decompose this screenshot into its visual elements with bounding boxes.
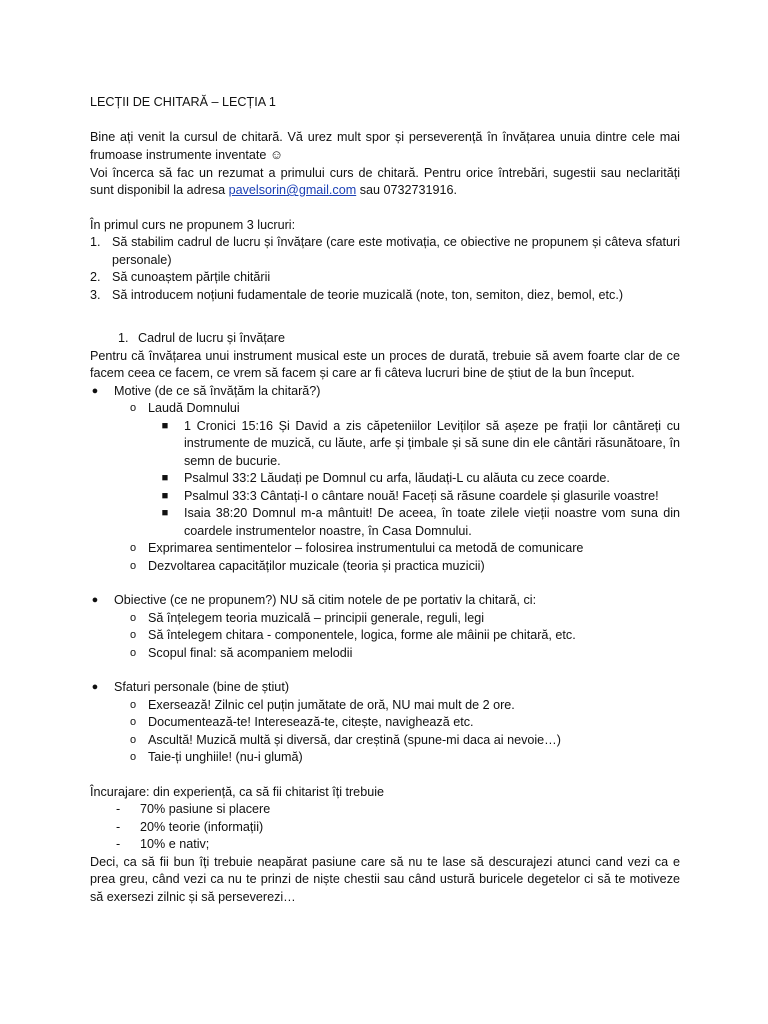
sfaturi-item: ● Sfaturi personale (bine de știut) xyxy=(90,679,680,697)
hollow-bullet-icon: o xyxy=(129,402,137,414)
section-1-heading: 1. Cadrul de lucru și învățare xyxy=(118,331,285,345)
hollow-bullet-icon: o xyxy=(129,716,137,728)
goals-heading: În primul curs ne propunem 3 lucruri: xyxy=(90,217,296,232)
obiective-sub-item: o Să întelegem chitara - componentele, logica, forme ale mâinii pe chitară, etc. xyxy=(90,627,680,645)
bullet-icon: ● xyxy=(91,384,99,397)
hollow-bullet-icon: o xyxy=(129,611,137,624)
hollow-bullet-icon: o xyxy=(129,698,137,711)
verse-item: ■ Psalmul 33:2 Lăudați pe Domnul cu arfa, lăudați-L cu alăuta cu zece coarde. xyxy=(90,470,680,488)
obiective-list xyxy=(90,592,680,662)
goal-item: 2. Să cunoaștem părțile chitării xyxy=(90,270,271,284)
sfaturi-sub-item: o Taie-ți unghiile! (nu-i glumă) xyxy=(90,749,680,767)
verse-item: ■ 1 Cronici 15:16 Și David a zis căpeteniilor Leviților să așeze pe frații lor cântăreți cu instrumente de muzică, cu lăute, arfe și țimbale și să sune din ele cântări răsunătoare, în semn de bucurie. xyxy=(161,418,680,468)
hollow-bullet-icon: o xyxy=(129,559,137,572)
intro-phone-text: sau 0732731916. xyxy=(359,183,458,197)
square-bullet-icon: ■ xyxy=(161,472,169,484)
incurajare-item: - 20% teorie (informații) xyxy=(90,819,680,837)
sfaturi-sub-item: o Exersează! Zilnic cel puțin jumătate de oră, NU mai mult de 2 ore. xyxy=(90,697,680,715)
obiective-sub-item: o Să înțelegem teoria muzicală – principii generale, reguli, legi xyxy=(90,610,680,628)
hollow-bullet-icon: o xyxy=(129,542,137,554)
intro-welcome-text: Bine ați venit la cursul de chitară. Vă urez mult spor și perseverență în învățarea unuia dintre cele mai frumoase instrumente inventate xyxy=(90,129,680,162)
incurajare-item: - 70% pasiune si placere xyxy=(90,801,680,819)
section-1-paragraph: Pentru că învățarea unui instrument musical este un proces de durată, trebuie să avem foarte clar de ce facem ceea ce facem, ce vrem să facem și care ar fi câteva lucruri bine de știut de la bun început. xyxy=(90,348,680,380)
square-bullet-icon: ■ xyxy=(161,507,169,519)
motive-sub-item: o Laudă Domnului xyxy=(90,400,680,418)
intro-contact-text: Voi încerca să fac un rezumat a primului curs de chitară. Pentru orice întrebări, sugestii sau neclarități sunt disponibil la adresa xyxy=(90,165,680,197)
verse-item: ■ Isaia 38:20 Domnul m-a mântuit! De aceea, în toate zilele vieții noastre vom suna din coardele instrumentelor noastre, în Casa Domnului. xyxy=(161,506,680,538)
goal-item: 3. Să introducem noțiuni fudamentale de teorie muzicală (note, ton, semiton, diez, bemol, etc.) xyxy=(90,287,624,302)
square-bullet-icon: ■ xyxy=(161,489,169,502)
motive-sub-item: o Dezvoltarea capacităților muzicale (teoria și practica muzicii) xyxy=(90,558,680,576)
obiective-item: ● Obiective (ce ne propunem?) NU să citim notele de pe portativ la chitară, ci: xyxy=(90,592,680,610)
hollow-bullet-icon: o xyxy=(129,733,137,746)
sfaturi-sub-item: o Documentează-te! Interesează-te, citește, navighează etc. xyxy=(90,714,680,732)
verse-item: ■ Psalmul 33:3 Cântați-I o cântare nouă! Faceți să răsune coardele și glasurile voastre! xyxy=(90,488,680,506)
incurajare-item: - 10% e nativ; xyxy=(90,836,680,854)
square-bullet-icon: ■ xyxy=(161,419,169,432)
obiective-sub-item: o Scopul final: să acompaniem melodii xyxy=(90,645,680,663)
motive-item: ● Motive (de ce să învățăm la chitară?) xyxy=(90,383,680,401)
smiley-icon: ☺ xyxy=(269,147,284,162)
goal-item: 1. Să stabilim cadrul de lucru și învățare (care este motivația, ce obiective ne propunem și câteva sfaturi personale) xyxy=(90,235,680,267)
incurajare-list xyxy=(90,801,680,854)
hollow-bullet-icon: o xyxy=(129,646,137,659)
closing-paragraph: Deci, ca să fii bun îți trebuie neapărat pasiune care să nu te lase să descurajezi atunci cand vezi ca e prea greu, când vezi ca nu te prinzi de niște chestii sau când ustură buricele degetelor ci să te motiveze să exersezi zilnic și să perseverezi… xyxy=(90,854,680,904)
motive-list xyxy=(90,383,680,576)
hollow-bullet-icon: o xyxy=(129,751,137,763)
hollow-bullet-icon: o xyxy=(129,629,137,641)
document-title: LECȚII DE CHITARĂ – LECȚIA 1 xyxy=(90,95,276,109)
sfaturi-list xyxy=(90,679,680,767)
dash-marker: - xyxy=(116,802,121,816)
incurajare-heading: Încurajare: din experiență, ca să fii chitarist îți trebuie xyxy=(90,784,384,799)
bullet-icon: ● xyxy=(91,594,99,606)
intro-paragraph xyxy=(90,129,680,200)
dash-marker: - xyxy=(116,837,121,851)
dash-marker: - xyxy=(116,819,121,834)
motive-sub-item: o Exprimarea sentimentelor – folosirea instrumentului ca metodă de comunicare xyxy=(90,540,680,558)
sfaturi-sub-item: o Ascultă! Muzică multă și diversă, dar creștină (spune-mi daca ai nevoie…) xyxy=(90,732,680,750)
bullet-icon: ● xyxy=(91,681,99,693)
goals-list xyxy=(90,234,680,304)
email-link[interactable]: pavelsorin@gmail.com xyxy=(228,183,357,197)
